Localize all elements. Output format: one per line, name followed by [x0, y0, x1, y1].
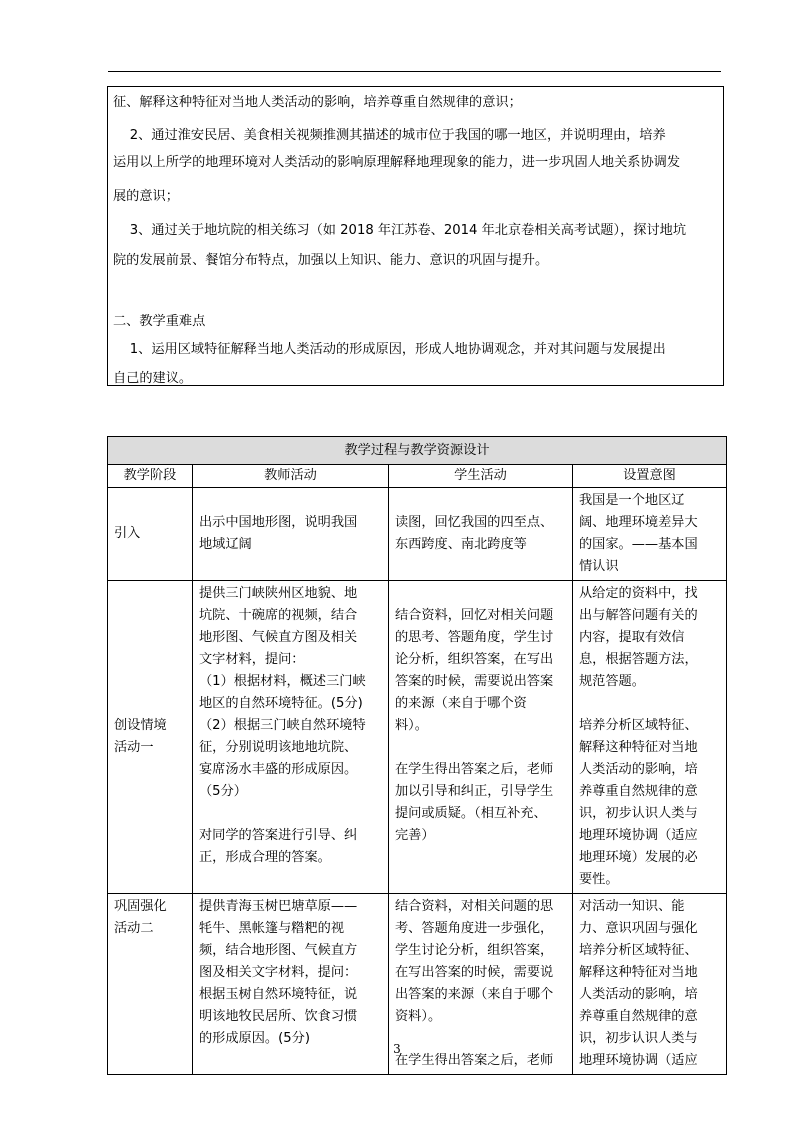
stage-cell: 引入	[108, 488, 193, 581]
column-header: 设置意图	[573, 465, 727, 488]
header-rule	[108, 71, 721, 72]
table-row	[108, 488, 727, 581]
objectives-line: 自己的建议。	[113, 371, 193, 386]
intent-cell: 从给定的资料中，找 出与解答问题有关的 内容，提取有效信 息，根据答题方法， 规范答题。 培养分析区域特征、 解释这种特征对当地 人类活动的影响，培 养尊重自然规律的意 识，初步认识人类与 地理环境协调（适应 地理环境）发展的必 要性。	[573, 581, 727, 894]
teacher-activity-cell: 出示中国地形图，说明我国 地域辽阔	[193, 488, 389, 581]
objectives-line: 展的意识；	[113, 189, 179, 204]
student-activity-cell: 结合资料，对相关问题的思 考、答题角度进一步强化， 学生讨论分析，组织答案， 在写出答案的时候，需要说 出答案的来源（来自于哪个 资料）。 在学生得出答案之后，老师	[389, 894, 573, 1075]
table-row	[108, 581, 727, 894]
column-header: 学生活动	[389, 465, 573, 488]
objectives-line: 1、运用区域特征解释当地人类活动的形成原因，形成人地协调观念，并对其问题与发展提出	[113, 342, 666, 357]
intent-cell: 我国是一个地区辽 阔、地理环境差异大 的国家。——基本国 情认识	[573, 488, 727, 581]
page-number: 3	[393, 1042, 401, 1056]
section-heading: 二、教学重难点	[113, 314, 206, 329]
teacher-activity-cell: 提供三门峡陕州区地貌、地 坑院、十碗席的视频，结合 地形图、气候直方图及相关 文字材料，提问： （1）根据材料，概述三门峡 地区的自然环境特征。(5分) （2）根据三门峡自然环境特 征，分别说明该地地坑院、 宴席汤水丰盛的形成原因。 （5分） 对同学的答案进行引导、纠 正，形成合理的答案。	[193, 581, 389, 894]
column-header: 教学阶段	[108, 465, 193, 488]
process-table	[107, 436, 727, 1075]
objectives-line: 运用以上所学的地理环境对人类活动的影响原理解释地理现象的能力，进一步巩固人地关系协调发	[113, 155, 681, 170]
table-title: 教学过程与教学资源设计	[108, 437, 727, 465]
intent-cell: 对活动一知识、能 力、意识巩固与强化 培养分析区域特征、 解释这种特征对当地 人类活动的影响，培 养尊重自然规律的意 识，初步认识人类与 地理环境协调（适应	[573, 894, 727, 1075]
student-activity-cell: 读图，回忆我国的四至点、 东西跨度、南北跨度等	[389, 488, 573, 581]
column-header: 教师活动	[193, 465, 389, 488]
objectives-line: 3、通过关于地坑院的相关练习（如 2018 年江苏卷、2014 年北京卷相关高考试题），探讨地坑	[113, 223, 687, 238]
objectives-line: 征、解释这种特征对当地人类活动的影响，培养尊重自然规律的意识；	[113, 95, 522, 110]
objectives-line: 院的发展前景、餐馆分布特点，加强以上知识、能力、意识的巩固与提升。	[113, 253, 549, 268]
objectives-line: 2、通过淮安民居、美食相关视频推测其描述的城市位于我国的哪一地区，并说明理由，培养	[113, 128, 666, 143]
stage-cell: 巩固强化 活动二	[108, 894, 193, 1075]
teacher-activity-cell: 提供青海玉树巴塘草原—— 牦牛、黑帐篷与糌粑的视 频，结合地形图、气候直方 图及相关文字材料，提问： 根据玉树自然环境特征，说 明该地牧民居所、饮食习惯 的形成原因。(5分)	[193, 894, 389, 1075]
table-title-row	[108, 437, 727, 465]
table-header-row	[108, 465, 727, 488]
stage-cell: 创设情境 活动一	[108, 581, 193, 894]
student-activity-cell: 结合资料，回忆对相关问题 的思考、答题角度，学生讨 论分析，组织答案，在写出 答案的时候，需要说出答案 的来源（来自于哪个资 料）。 在学生得出答案之后，老师 加以引导和纠正，引导学生 提问或质疑。（相互补充、 完善）	[389, 581, 573, 894]
